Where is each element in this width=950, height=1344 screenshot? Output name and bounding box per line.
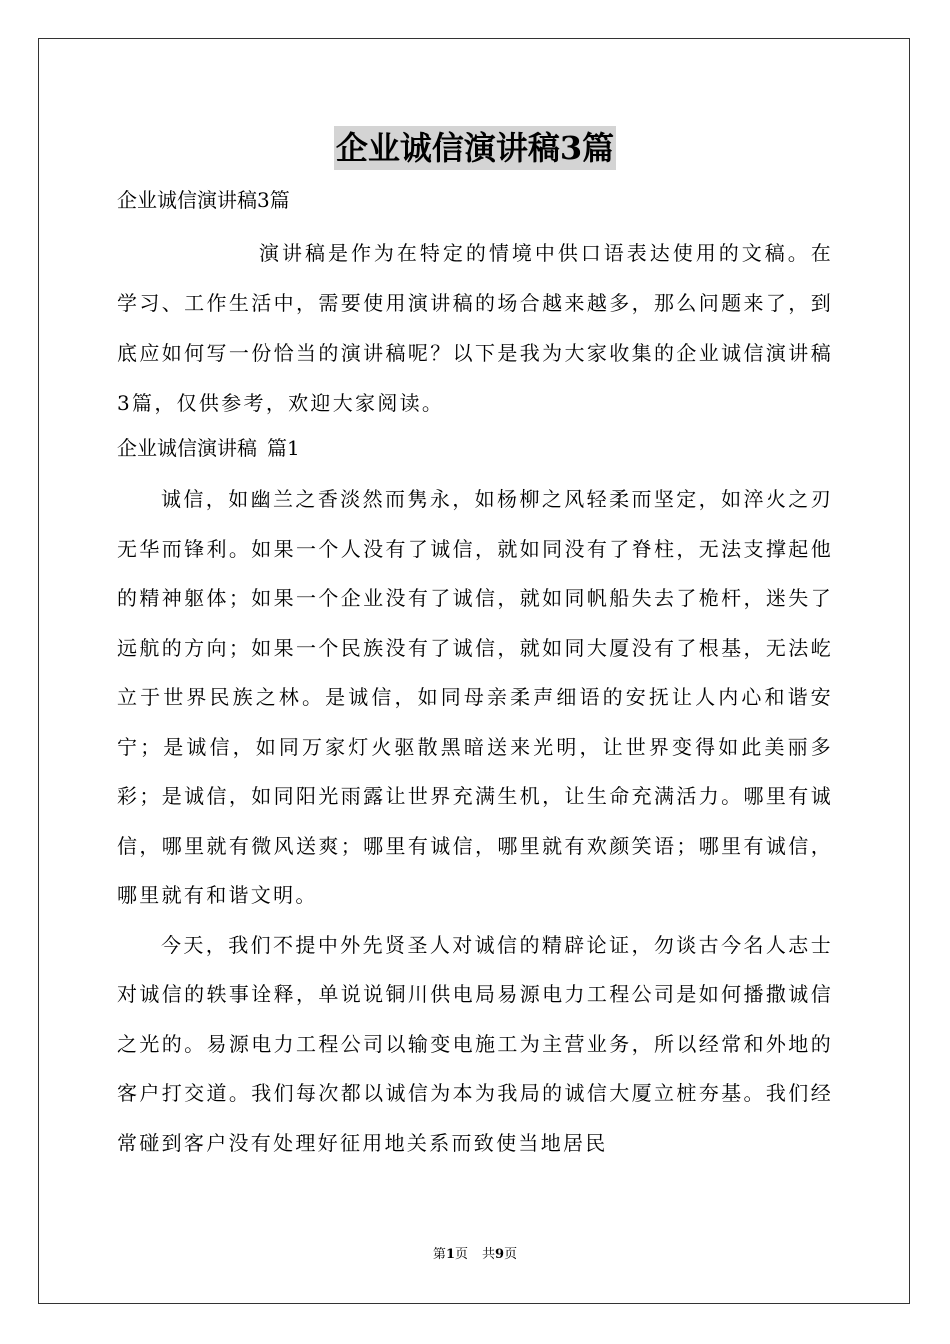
page-current: 1 (445, 1247, 455, 1262)
title-container (0, 126, 950, 170)
total-label-prefix: 共 (482, 1247, 496, 1262)
page-label-prefix: 第 (432, 1247, 446, 1262)
body-paragraph: 诚信，如幽兰之香淡然而隽永，如杨柳之风轻柔而坚定，如淬火之刃无华而锋利。如果一个人没有了诚信，就如同没有了脊柱，无法支撑起他的精神躯体；如果一个企业没有了诚信，就如同帆船失去了桅杆，迷失了远航的方向；如果一个民族没有了诚信，就如同大厦没有了根基，无法屹立于世界民族之林。是诚信，如同母亲柔声细语的安抚让人内心和谐安宁；是诚信，如同万家灯火驱散黑暗送来光明，让世界变得如此美丽多彩；是诚信，如同阳光雨露让世界充满生机，让生命充满活力。哪里有诚信，哪里就有微风送爽；哪里有诚信，哪里就有欢颜笑语；哪里有诚信，哪里就有和谐文明。 (117, 487, 833, 907)
section-number: 篇1 (267, 436, 300, 460)
page-label-suffix: 页 (454, 1247, 468, 1262)
page-footer (0, 1246, 950, 1264)
body-text (117, 475, 833, 1168)
page-total: 9 (495, 1247, 505, 1262)
section-heading (117, 434, 300, 462)
document-subtitle: 企业诚信演讲稿3篇 (117, 188, 290, 212)
intro-paragraph: 演讲稿是作为在特定的情境中供口语表达使用的文稿。在学习、工作生活中，需要使用演讲稿的场合越来越多，那么问题来了，到底应如何写一份恰当的演讲稿呢？以下是我为大家收集的企业诚信演讲稿3篇，仅供参考，欢迎大家阅读。 (117, 241, 833, 415)
document-title: 企业诚信演讲稿3篇 (334, 126, 616, 170)
body-paragraph: 今天，我们不提中外先贤圣人对诚信的精辟论证，勿谈古今名人志士对诚信的轶事诠释，单说说铜川供电局易源电力工程公司是如何播撒诚信之光的。易源电力工程公司以输变电施工为主营业务，所以经常和外地的客户打交道。我们每次都以诚信为本为我局的诚信大厦立桩夯基。我们经常碰到客户没有处理好征用地关系而致使当地居民 (117, 932, 833, 1155)
total-label-suffix: 页 (504, 1247, 518, 1262)
section-heading-text: 企业诚信演讲稿 (117, 436, 257, 460)
